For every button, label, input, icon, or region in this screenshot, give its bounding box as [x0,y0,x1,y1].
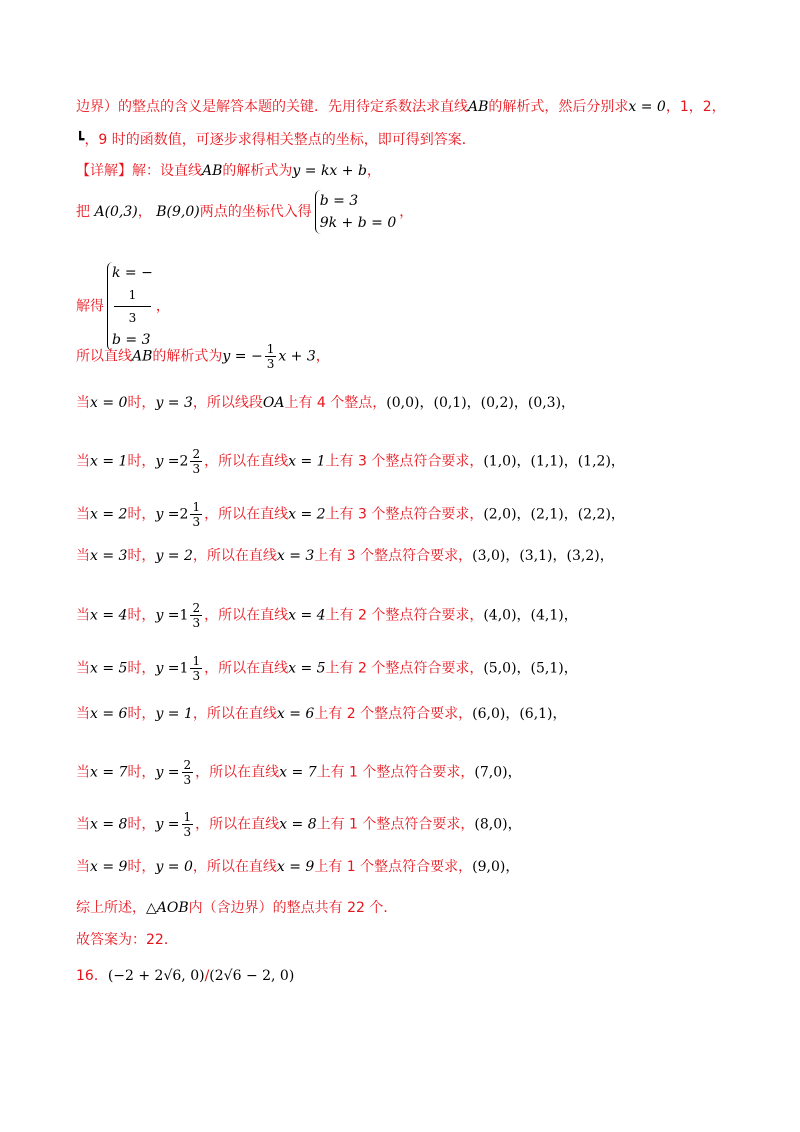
case-points: (2,0)，(2,1)，(2,2)， [483,506,625,523]
point-b: B(9,0) [156,204,200,220]
case-y-prefix: y = [155,607,180,624]
math-ab: AB [132,348,153,365]
q16-line [76,966,294,986]
detail-text: 解：设直线 [132,163,202,179]
case-line [76,393,575,413]
case-x: x = 8 [90,816,128,833]
case-line [76,447,625,476]
case-y-int: 1 [179,660,189,677]
detail-text: 的解析式为 [222,163,293,179]
denominator: 3 [192,616,201,630]
case-prefix: 当 [76,764,90,781]
case-prefix: 当 [76,453,90,470]
case-count: 上有 3 个整点符合要求， [325,453,484,470]
case-count: 上有 1 个整点符合要求， [314,859,473,875]
text: ， [155,298,170,315]
case-x: x = 1 [90,453,128,470]
case-text: ，所以在直线 [204,607,289,624]
ellipsis-glyph: ┗ [76,132,85,148]
case-line [76,810,522,839]
case-prefix: 当 [76,506,90,523]
case-y-prefix: y = [155,453,180,470]
case-x: x = 0 [90,395,128,411]
point-a: A(0,3) [94,204,138,220]
math-ab: AB [468,99,489,115]
numerator: 1 [192,654,201,668]
case-segment: x = 6 [276,706,315,722]
case-x: x = 6 [90,706,128,722]
fraction [114,284,151,329]
case-x: x = 2 [90,506,128,523]
case-line [76,654,578,683]
case-points: (3,0)，(3,1)，(3,2)， [472,548,614,564]
case-text: ，所以在直线 [195,764,280,781]
case-text: ，所以在直线 [192,706,277,722]
text: 综上所述， [76,900,146,916]
case-y-int: 2 [179,506,189,523]
text: 所以直线 [76,348,132,365]
intro-text: ，9 时的函数值，可逐步求得相关整点的坐标，即可得到答案． [84,132,476,148]
case-when: 时， [127,816,156,833]
separator: / [204,968,210,984]
case-when: 时， [127,660,156,677]
case-segment: OA [262,395,285,411]
numerator: 2 [192,447,201,461]
numerator: 1 [266,342,275,356]
fraction [182,810,194,839]
intro-line-2 [76,130,476,150]
case-text: ，所以在直线 [192,548,277,564]
fraction [190,447,202,476]
system-row: b = 3 [319,193,359,209]
numerator: 2 [192,601,201,615]
case-y: y = 3 [155,395,193,411]
case-prefix: 当 [76,548,90,564]
case-when: 时， [127,764,156,781]
case-x: x = 9 [90,859,128,875]
fraction [190,500,202,529]
case-when: 时， [127,859,156,875]
case-x: x = 5 [90,660,128,677]
case-when: 时， [127,607,156,624]
case-y: y = 2 [155,548,193,564]
solve-line [76,262,170,351]
case-y-prefix: y = [155,764,180,781]
question-number: 16． [76,968,108,984]
math-ab: AB [202,163,223,179]
case-points: (4,0)，(4,1)， [483,607,578,624]
case-y-int: 2 [179,453,189,470]
answer-text: 故答案为：22． [76,932,178,948]
case-points: (5,0)，(5,1)， [483,660,578,677]
case-count: 上有 2 个整点符合要求， [314,706,473,722]
case-points: (1,0)，(1,1)，(1,2)， [483,453,625,470]
intro-text: ，1，2， [665,99,726,115]
denominator: 3 [192,669,201,683]
numerator: 2 [183,758,192,772]
system-row: b = 3 [112,332,151,348]
summary-line [76,898,397,918]
intro-text: 的解析式，然后分别求 [488,99,629,115]
case-segment: x = 3 [276,548,315,564]
case-count: 上有 4 个整点， [284,395,387,411]
answer-1: (−2 + 2√6, 0) [107,968,205,984]
case-y: y = 0 [155,859,193,875]
case-segment: x = 9 [276,859,315,875]
case-text: ，所以在直线 [204,506,289,523]
triangle-aob: △AOB [146,900,189,916]
case-points: (7,0)， [474,764,522,781]
case-prefix: 当 [76,859,90,875]
text: 把 [76,204,90,220]
detail-tag: 【详解】 [76,163,132,179]
answer-line [76,930,178,950]
case-y-prefix: y = [155,506,180,523]
case-points: (9,0)， [472,859,520,875]
case-x: x = 3 [90,548,128,564]
numerator: 1 [183,810,192,824]
case-x: x = 7 [90,764,128,781]
case-line [76,601,578,630]
case-y-prefix: y = [155,816,180,833]
eq-rhs: x + 3 [278,348,316,365]
case-segment: x = 2 [288,506,326,523]
case-segment: x = 1 [288,453,326,470]
intro-line-1 [76,97,726,117]
case-line [76,704,567,724]
denominator: 3 [192,462,201,476]
line-equation [76,342,330,371]
case-count: 上有 2 个整点符合要求， [325,660,484,677]
substitute-line: 把 A(0,3)， B(9,0)两点的坐标代入得 b = 3 9k + b = 0 ， [76,190,413,234]
case-segment: x = 7 [279,764,317,781]
text: ， [399,204,414,220]
system-row [112,262,153,329]
denominator: 3 [266,357,275,371]
case-when: 时， [127,395,156,411]
case-prefix: 当 [76,816,90,833]
text: 内（含边界）的整点共有 22 个． [188,900,398,916]
denominator: 3 [128,311,137,325]
k-lhs: k = − [112,265,153,281]
case-prefix: 当 [76,660,90,677]
detail-text: ， [366,163,381,179]
eq-lhs: y = − [222,348,263,365]
case-line [76,500,625,529]
denominator: 3 [183,773,192,787]
case-when: 时， [127,506,156,523]
text: ， [315,348,330,365]
fraction [182,758,194,787]
case-count: 上有 1 个整点符合要求， [316,764,475,781]
system-row: 9k + b = 0 [319,215,397,231]
case-line [76,546,614,566]
case-segment: x = 8 [279,816,317,833]
case-text: ，所以在直线 [204,453,289,470]
case-count: 上有 3 个整点符合要求， [314,548,473,564]
case-line [76,758,522,787]
numerator: 1 [114,284,151,307]
case-text: ，所以在直线 [195,816,280,833]
fraction [190,654,202,683]
case-text: ，所以在直线 [204,660,289,677]
intro-text: 边界）的整点的含义是解答本题的关键．先用待定系数法求直线 [76,99,468,115]
case-segment: x = 5 [288,660,326,677]
case-prefix: 当 [76,706,90,722]
numerator: 1 [192,500,201,514]
case-points: (0,0)，(0,1)，(0,2)，(0,3)， [386,395,576,411]
case-y: y = 1 [155,706,193,722]
answer-2: (2√6 − 2, 0) [209,968,295,984]
fraction [190,601,202,630]
case-text: ，所以在直线 [192,859,277,875]
case-when: 时， [127,706,156,722]
case-when: 时， [127,453,156,470]
case-count: 上有 3 个整点符合要求， [325,506,484,523]
case-prefix: 当 [76,607,90,624]
case-y-prefix: y = [155,660,180,677]
equation-system [315,190,397,234]
case-points: (6,0)，(6,1)， [472,706,567,722]
math-eq: y = kx + b [292,163,367,179]
math-x: x = 0 [628,99,666,115]
case-points: (8,0)， [474,816,522,833]
denominator: 3 [183,825,192,839]
text: 的解析式为 [152,348,223,365]
case-when: 时， [127,548,156,564]
case-segment: x = 4 [288,607,326,624]
fraction [265,342,277,371]
case-count: 上有 2 个整点符合要求， [325,607,484,624]
case-y-int: 1 [179,607,189,624]
denominator: 3 [192,515,201,529]
case-x: x = 4 [90,607,128,624]
text: 两点的坐标代入得 [199,204,312,220]
case-prefix: 当 [76,395,90,411]
text: 解得 [76,298,104,315]
detail-line [76,161,381,181]
case-count: 上有 1 个整点符合要求， [316,816,475,833]
case-text: ，所以线段 [192,395,263,411]
case-line [76,857,519,877]
solution-system [107,262,153,351]
